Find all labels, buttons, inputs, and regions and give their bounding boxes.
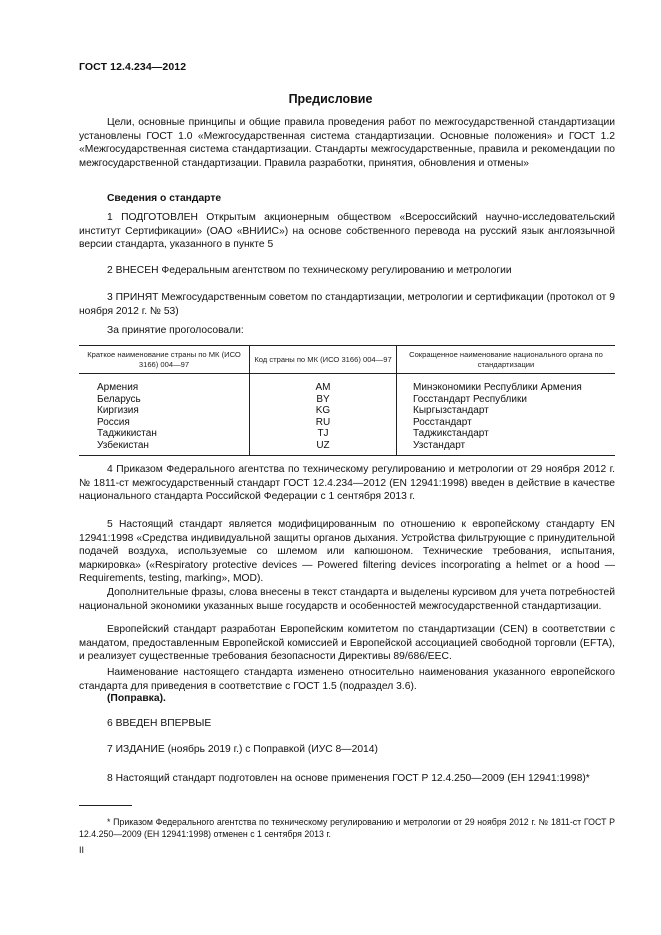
country-code: AM xyxy=(250,374,397,394)
country-name: Киргизия xyxy=(97,405,139,417)
table-header-cell: Код страны по МК (ИСО 3166) 004—97 xyxy=(250,346,397,374)
table-header-cell: Сокращенное наименование национального органа по стандартизации xyxy=(397,346,616,374)
country-code: RU xyxy=(250,417,397,429)
item-5-paragraph-1: 5 Настоящий стандарт является модифицированным по отношению к европейскому стандарту EN 12941:1998 «Средства индивидуальной защиты органов дыхания. Устройства фильтрующие с принудительной подачей воздуха, используемые со шлемом или капюшоном. Технические требования, испытания, маркировка» («Respiratory protective devices — Powered filtering devices incorporating a helmet or a hood — Requirements, testing, marking», MOD). xyxy=(79,519,615,585)
amendment-note: (Поправка). xyxy=(107,693,166,704)
footnote: * Приказом Федерального агентства по техническому регулированию и метрологии от 29 ноября 2012 г. № 1811-ст ГОСТ Р 12.4.250—2009 (ЕН 12941:1998) отменен с 1 сентября 2013 г. xyxy=(79,817,615,839)
table-row xyxy=(79,417,615,429)
table-row xyxy=(79,374,615,394)
country-code: KG xyxy=(250,405,397,417)
page-title: Предисловие xyxy=(288,92,373,106)
item-5-paragraph-4: Наименование настоящего стандарта изменено относительно наименования указанного европейского стандарта для приведения в соответствие с ГОСТ 1.5 (подраздел 3.6). xyxy=(79,667,615,692)
footnote-separator xyxy=(79,805,132,806)
item-1: 1 ПОДГОТОВЛЕН Открытым акционерным обществом «Всероссийский научно-исследовательский институт Сертификации» (ОАО «ВНИИС») на основе собственного перевода на русский язык англоязычной версии стандарта, указанного в пункте 5 xyxy=(79,212,615,251)
standards-body: Росстандарт xyxy=(397,417,616,429)
item-2: 2 ВНЕСЕН Федеральным агентством по техническому регулированию и метрологии xyxy=(107,265,512,276)
standards-body: Узстандарт xyxy=(397,440,616,455)
member-states-table xyxy=(79,345,615,456)
country-name: Узбекистан xyxy=(97,439,149,451)
standards-body: Таджикстандарт xyxy=(397,428,616,440)
table-row xyxy=(79,405,615,417)
item-7: 7 ИЗДАНИЕ (ноябрь 2019 г.) с Поправкой (ИУС 8—2014) xyxy=(107,744,378,755)
country-name: Таджикистан xyxy=(97,428,157,440)
standards-body: Госстандарт Республики xyxy=(397,394,616,406)
country-code: UZ xyxy=(250,440,397,455)
country-name: Армения xyxy=(97,382,139,393)
item-5-paragraph-2: Дополнительные фразы, слова внесены в текст стандарта и выделены курсивом для учета потребностей национальной экономики указанных выше государств и особенностей межгосударственной стандартизации. xyxy=(79,587,615,612)
table-row xyxy=(79,428,615,440)
page-number: II xyxy=(79,845,85,855)
document-header: ГОСТ 12.4.234—2012 xyxy=(79,61,187,73)
table-row xyxy=(79,394,615,406)
standards-body: Минэкономики Республики Армения xyxy=(397,374,616,394)
table-header-cell: Краткое наименование страны по МК (ИСО 3166) 004—97 xyxy=(79,346,250,374)
country-name: Беларусь xyxy=(97,393,141,405)
table-header-row xyxy=(79,346,615,374)
country-code: BY xyxy=(250,394,397,406)
item-8: 8 Настоящий стандарт подготовлен на основе применения ГОСТ Р 12.4.250—2009 (ЕН 12941:1998)* xyxy=(107,773,590,784)
table-row xyxy=(79,440,615,455)
voted-label: За принятие проголосовали: xyxy=(107,325,244,336)
item-6: 6 ВВЕДЕН ВПЕРВЫЕ xyxy=(107,718,212,729)
item-4: 4 Приказом Федерального агентства по техническому регулированию и метрологии от 29 ноября 2012 г. № 1811-ст межгосударственный стандарт ГОСТ 12.4.234—2012 (EN 12941:1998) введен в действие в качестве национального стандарта Российской Федерации с 1 сентября 2013 г. xyxy=(79,464,615,503)
country-code: TJ xyxy=(250,428,397,440)
intro-paragraph: Цели, основные принципы и общие правила проведения работ по межгосударственной стандартизации установлены ГОСТ 1.0 «Межгосударственная система стандартизации. Основные положения» и ГОСТ 1.2 «Межгосударственная система стандартизации. Стандарты межгосударственные, правила и рекомендации по межгосударственной стандартизации. Правила разработки, принятия, обновления и отмены» xyxy=(79,117,615,169)
item-3: 3 ПРИНЯТ Межгосударственным советом по стандартизации, метрологии и сертификации (протокол от 9 ноября 2012 г. № 53) xyxy=(79,292,615,317)
item-5-paragraph-3: Европейский стандарт разработан Европейским комитетом по стандартизации (CEN) в соответствии с мандатом, предоставленным Европейской комиссией и Европейской ассоциацией свободной торговли (EFTA), и реализует существенные требования безопасности Директивы 89/686/EEC. xyxy=(79,624,615,663)
standards-body: Кыргызстандарт xyxy=(397,405,616,417)
section-title: Сведения о стандарте xyxy=(107,193,222,204)
country-name: Россия xyxy=(97,416,130,428)
